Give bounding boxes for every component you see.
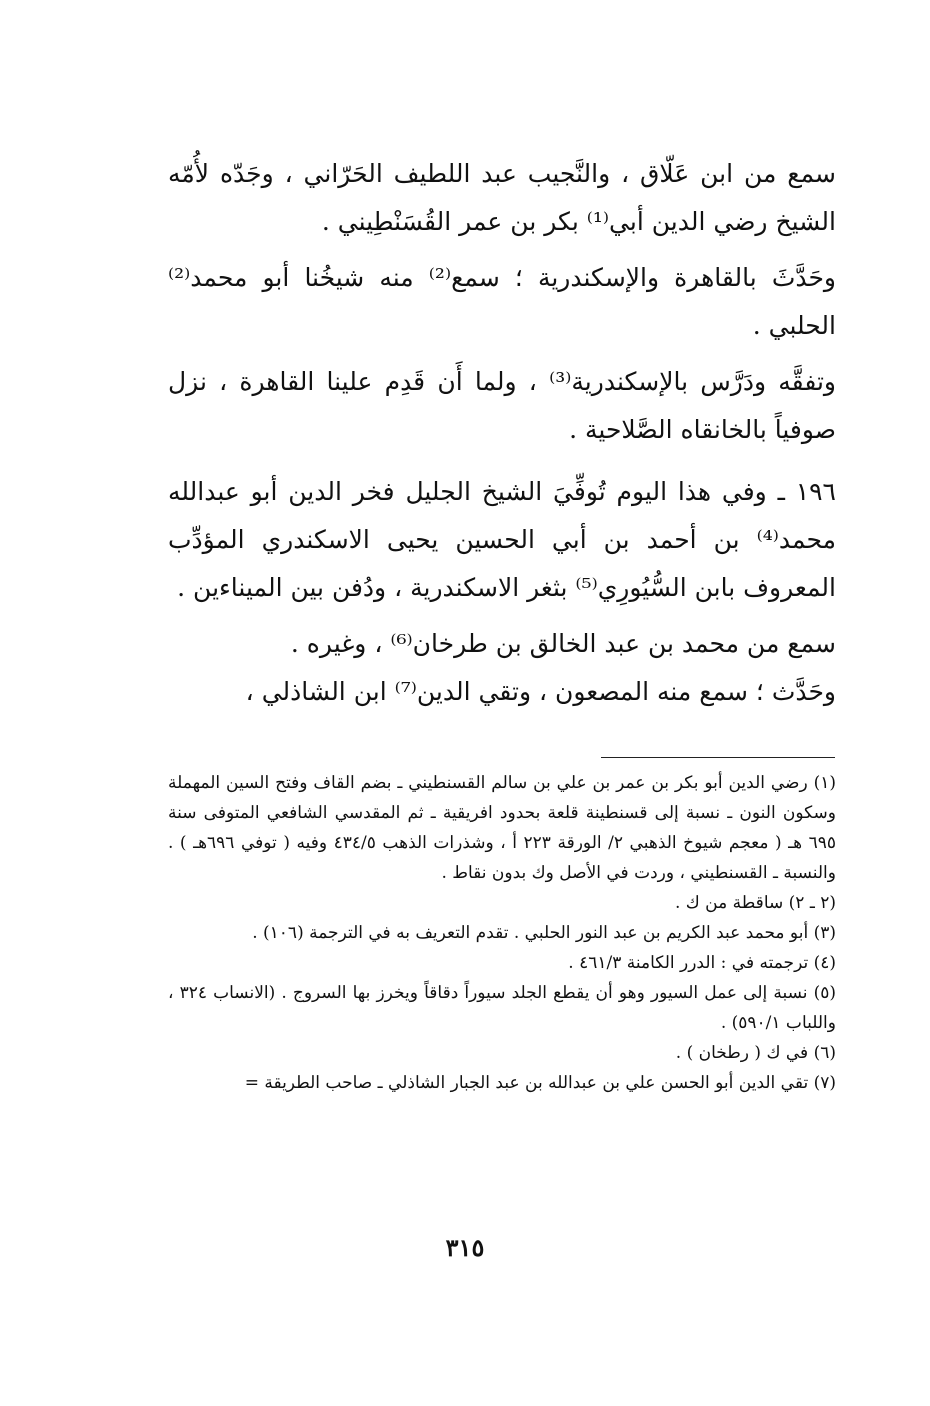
paragraph-1: سمع من ابن عَلّاق ، والنَّجيب عبد اللطيف الحَرّاني ، وجَدّه لأُمّه الشيخ رضي الدين أبي⁽¹⁾ بكر بن عمر القُسَنْطِيني . [168,159,836,236]
paragraph-6: وحَدَّث ؛ سمع منه المصعون ، وتقي الدين⁽⁷⁾ ابن الشاذلي ، [245,677,836,706]
footnote-4: (٤) ترجمته في : الدرر الكامنة ٤٦١/٣ . [568,953,836,973]
paragraph-5: سمع من محمد بن عبد الخالق بن طرخان⁽⁶⁾ ، وغيره . [290,629,836,658]
footnote-1: (١) رضي الدين أبو بكر بن عمر بن علي بن سالم القسنطيني ـ بضم القاف وفتح السين المهملة وسكون النون ـ نسبة إلى قسنطينة قلعة بحدود افريقية ـ ثم المقدسي الشافعي المتوفى سنة ٦٩٥ هـ ( معجم شيوخ الذهبي ٢/ الورقة ٢٢٣ أ ، وشذرات الذهب ٤٣٤/٥ وفيه ( توفي ٦٩٦هـ ) . والنسبة ـ القسنطيني ، وردت في الأصل وك بدون نقاط . [168,773,837,883]
footnote-6: (٦) في ك ( رطخان ) . [675,1043,836,1063]
footnote-divider [601,757,835,758]
footnote-7: (٧) تقي الدين أبو الحسن علي بن عبدالله بن عبد الجبار الشاذلي ـ صاحب الطريقة = [244,1073,836,1093]
paragraph-3: وتفقَّه ودَرَّس بالإسكندرية⁽³⁾ ، ولما أَن قَدِم علينا القاهرة ، نزل صوفياً بالخانقاه الصَّلاحية . [168,367,836,444]
footnote-5: (٥) نسبة إلى عمل السيور وهو أن يقطع الجلد سيوراً دقاقاً ويخرز بها السروج . (الانساب ٣٢٤ ، واللباب ٥٩٠/١) . [168,983,837,1033]
main-text [168,150,836,716]
entry-196: ١٩٦ ـ وفي هذا اليوم تُوفِّيَ الشيخ الجليل فخر الدين أبو عبدالله محمد⁽⁴⁾ بن أحمد بن أبي الحسين يحيى الاسكندري المؤدِّب المعروف بابن السُّيُورِي⁽⁵⁾ بثغر الاسكندرية ، ودُفن بين الميناءين . [168,477,836,602]
footnotes [168,768,836,1098]
paragraph-2: وحَدَّثَ بالقاهرة والإسكندرية ؛ سمع⁽²⁾ منه شيخُنا أبو محمد⁽²⁾ الحلبي . [168,263,836,340]
footnote-2: (٢ ـ ٢) ساقطة من ك . [674,893,836,913]
footnote-3: (٣) أبو محمد عبد الكريم بن عبد النور الحلبي . تقدم التعريف به في الترجمة (١٠٦) . [252,923,836,943]
page-number: ٣١٥ [445,1233,485,1262]
